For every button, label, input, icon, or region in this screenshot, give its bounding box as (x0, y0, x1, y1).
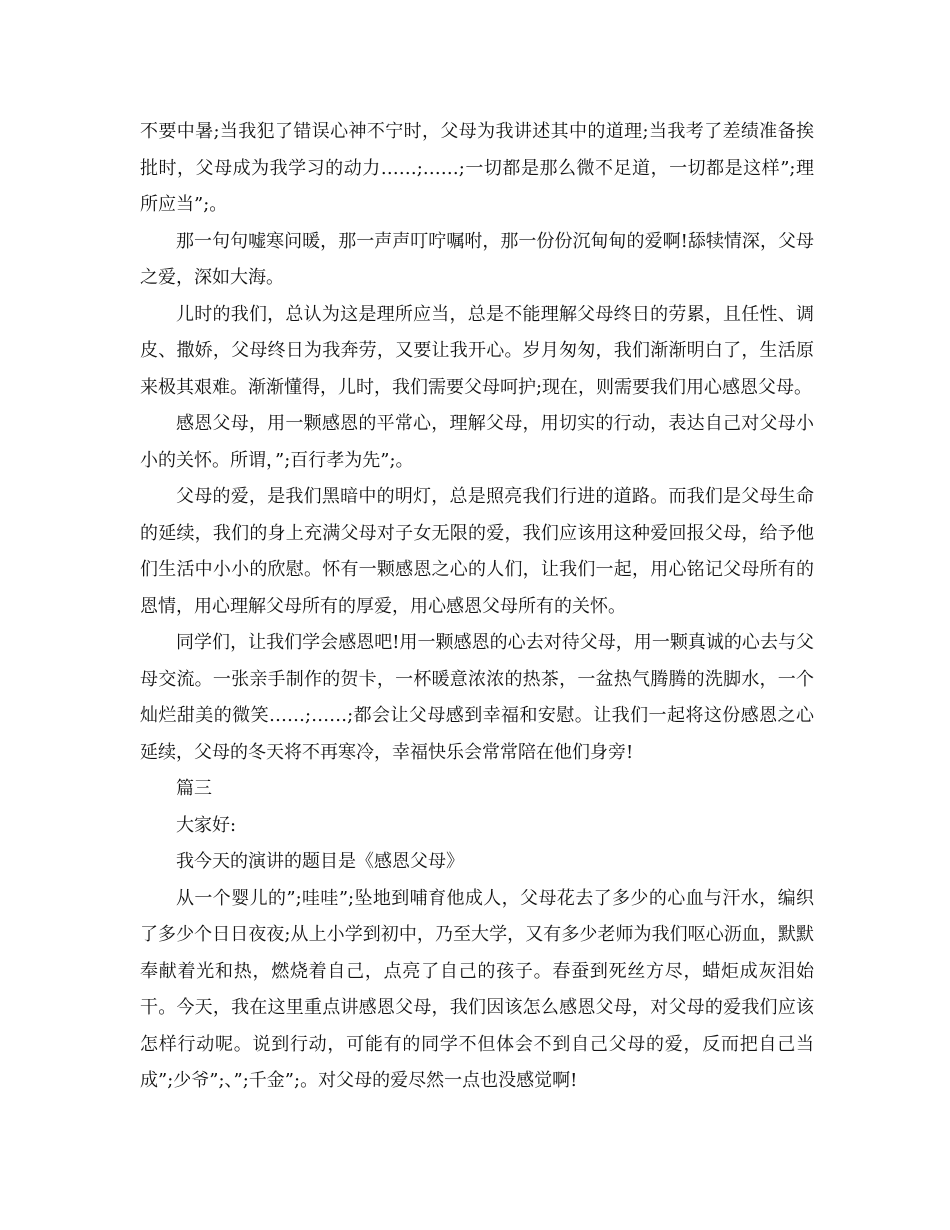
section-heading: 篇三 (176, 778, 212, 799)
paragraph: 从一个婴儿的”;哇哇”;坠地到哺育他成人，父母花去了多少的心血与汗水，编织了多少个日日夜夜;从上小学到初中，乃至大学，又有多少老师为我们呕心沥血，默默奉献着光和热，燃烧着自己，点亮了自己的孩子。春蚕到死丝方尽，蜡炬成灰泪始干。今天，我在这里重点讲感恩父母，我们因该怎么感恩父母，对父母的爱我们应该怎样行动呢。说到行动，可能有的同学不但体会不到自己父母的爱，反而把自己当成”;少爷”;、”;千金”;。对父母的爱尽然一点也没感觉啊! (140, 887, 814, 1091)
document-body (140, 114, 814, 1100)
paragraph: 同学们，让我们学会感恩吧!用一颗感恩的心去对待父母，用一颗真诚的心去与父母交流。一张亲手制作的贺卡，一杯暖意浓浓的热茶，一盆热气腾腾的洗脚水，一个灿烂甜美的微笑……;……;都会让父母感到幸福和安慰。让我们一起将这份感恩之心延续，父母的冬天将不再寒冷，幸福快乐会常常陪在他们身旁! (140, 632, 814, 763)
greeting: 大家好: (176, 814, 237, 836)
speech-title-line: 我今天的演讲的题目是《感恩父母》 (176, 851, 464, 872)
paragraph: 感恩父母，用一颗感恩的平常心，理解父母，用切实的行动，表达自己对父母小小的关怀。所谓，”;百行孝为先”;。 (140, 413, 814, 471)
paragraph: 那一句句嘘寒问暖，那一声声叮咛嘱咐，那一份份沉甸甸的爱啊!舔犊情深，父母之爱，深如大海。 (140, 230, 814, 288)
paragraph-continued: 不要中暑;当我犯了错误心神不宁时，父母为我讲述其中的道理;当我考了差绩准备挨批时，父母成为我学习的动力……;……;一切都是那么微不足道，一切都是这样”;理所应当”;。 (140, 121, 814, 215)
paragraph: 儿时的我们，总认为这是理所应当，总是不能理解父母终日的劳累，且任性、调皮、撒娇，父母终日为我奔劳，又要让我开心。岁月匆匆，我们渐渐明白了，生活原来极其艰难。渐渐懂得，儿时，我们需要父母呵护;现在，则需要我们用心感恩父母。 (140, 303, 814, 398)
paragraph: 父母的爱，是我们黑暗中的明灯，总是照亮我们行进的道路。而我们是父母生命的延续，我们的身上充满父母对子女无限的爱，我们应该用这种爱回报父母，给予他们生活中小小的欣慰。怀有一颗感恩之心的人们，让我们一起，用心铭记父母所有的恩情，用心理解父母所有的厚爱，用心感恩父母所有的关怀。 (140, 486, 814, 617)
